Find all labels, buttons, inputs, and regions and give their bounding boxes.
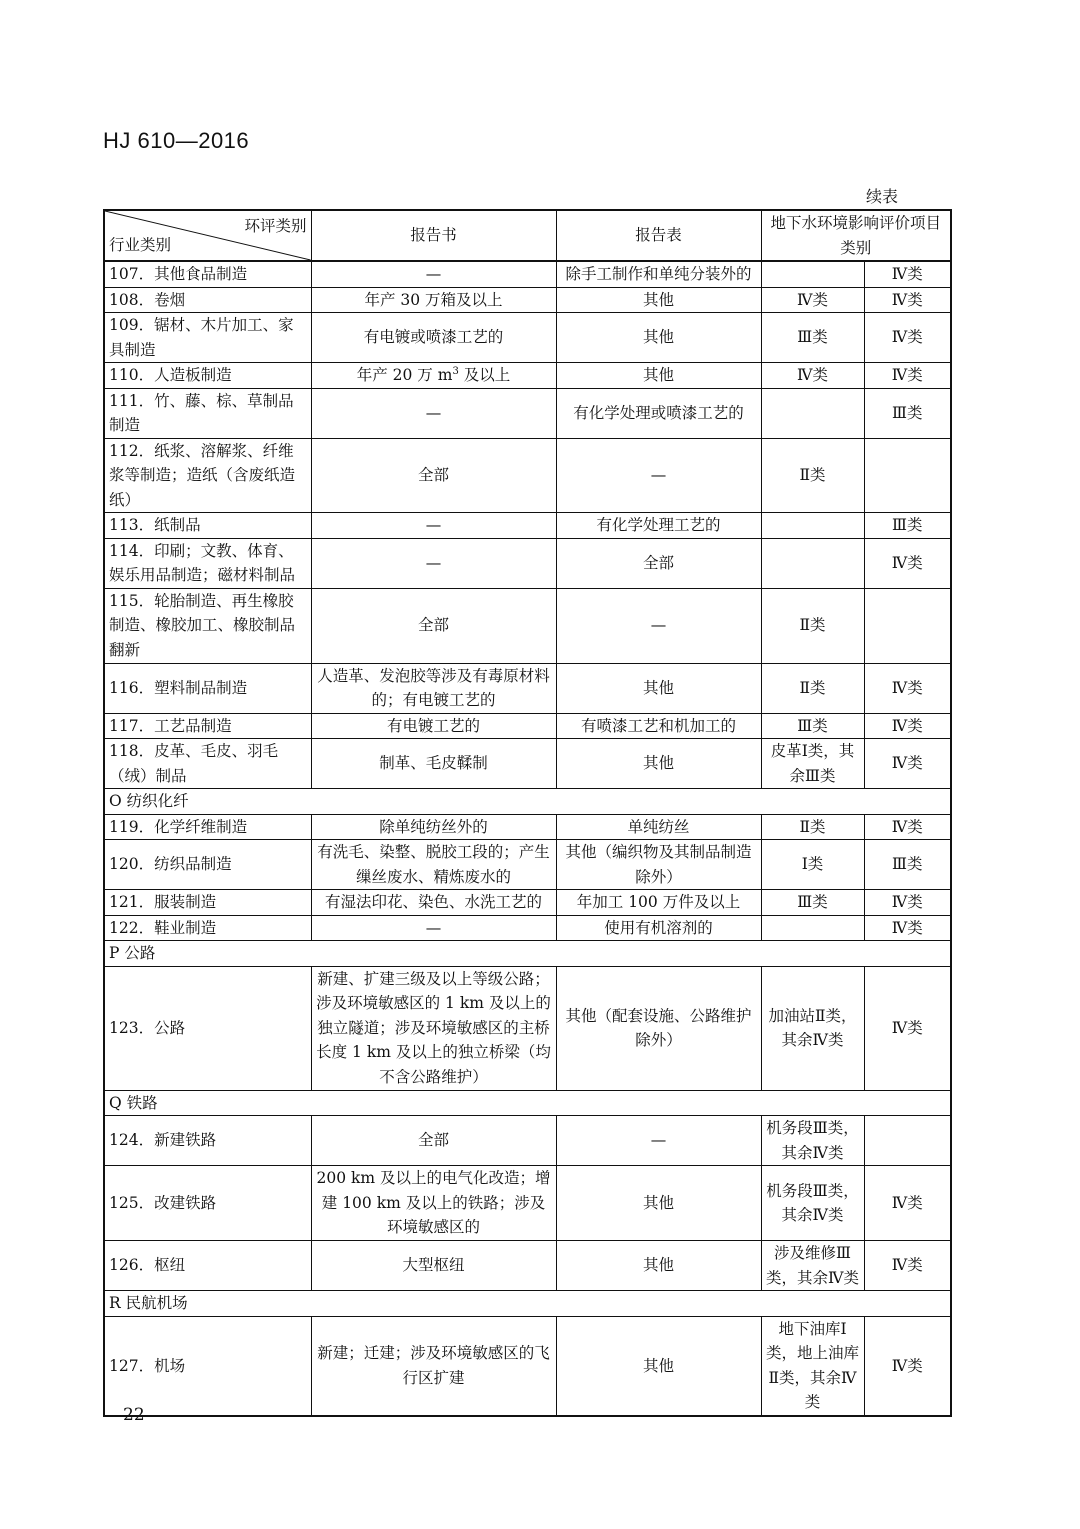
form-cell: — — [556, 1116, 761, 1166]
report-cell: 全部 — [311, 438, 556, 513]
table-row — [104, 890, 951, 916]
report-cell — [311, 363, 556, 389]
category-cell: Ⅳ类 — [864, 663, 951, 713]
category-cell: Ⅲ类 — [864, 840, 951, 890]
industry-name: 116．塑料制品制造 — [104, 663, 311, 713]
form-cell: 其他（配套设施、公路维护除外） — [556, 966, 761, 1090]
report-cell: 除单纯纺丝外的 — [311, 814, 556, 840]
category-cell: Ⅳ类 — [864, 1316, 951, 1416]
category-cell: Ⅳ类 — [864, 890, 951, 916]
category-cell: Ⅳ类 — [864, 261, 951, 287]
form-cell: 有喷漆工艺和机加工的 — [556, 713, 761, 739]
table-header-row — [104, 210, 951, 261]
category-cell: Ⅳ类 — [864, 313, 951, 363]
category-cell: Ⅲ类 — [864, 513, 951, 539]
continued-label: 续表 — [866, 187, 899, 206]
report-cell: — — [311, 513, 556, 539]
category-cell — [864, 438, 951, 513]
report-cell: 人造革、发泡胶等涉及有毒原材料的；有电镀工艺的 — [311, 663, 556, 713]
header-diagonal-cell — [104, 210, 311, 261]
report-cell: 全部 — [311, 588, 556, 663]
report-cell: 新建、扩建三级及以上等级公路；涉及环境敏感区的 1 km 及以上的独立隧道；涉及环境敏感区的主桥长度 1 km 及以上的独立桥梁（均不含公路维护） — [311, 966, 556, 1090]
industry-name: 114．印刷；文教、体育、娱乐用品制造；磁材料制品 — [104, 538, 311, 588]
industry-name: 117．工艺品制造 — [104, 713, 311, 739]
industry-name: 126．枢纽 — [104, 1241, 311, 1291]
industry-name: 121．服装制造 — [104, 890, 311, 916]
table-row — [104, 588, 951, 663]
category-cell: Ⅲ类 — [761, 713, 864, 739]
table-row — [104, 1116, 951, 1166]
table-row — [104, 1241, 951, 1291]
category-cell: 涉及维修Ⅲ类，其余Ⅳ类 — [761, 1241, 864, 1291]
form-cell: 其他 — [556, 663, 761, 713]
form-cell: 其他 — [556, 1316, 761, 1416]
table-row — [104, 739, 951, 789]
table-row — [104, 814, 951, 840]
industry-name: 111．竹、藤、棕、草制品制造 — [104, 388, 311, 438]
header-gw-category: 地下水环境影响评价项目类别 — [761, 210, 951, 261]
report-text-suffix: 及以上 — [458, 366, 511, 384]
category-cell: Ⅳ类 — [864, 966, 951, 1090]
table-row — [104, 363, 951, 389]
form-cell: 使用有机溶剂的 — [556, 915, 761, 941]
table-row — [104, 915, 951, 941]
industry-name: 124．新建铁路 — [104, 1116, 311, 1166]
category-cell: Ⅱ类 — [761, 814, 864, 840]
category-cell: 皮革Ⅰ类，其余Ⅲ类 — [761, 739, 864, 789]
section-row — [104, 789, 951, 815]
industry-name: 113．纸制品 — [104, 513, 311, 539]
category-cell: Ⅱ类 — [761, 663, 864, 713]
table-row — [104, 261, 951, 287]
report-cell: — — [311, 538, 556, 588]
industry-name: 125．改建铁路 — [104, 1166, 311, 1241]
category-cell — [761, 261, 864, 287]
superscript-exponent: 3 — [452, 365, 459, 377]
category-cell — [864, 588, 951, 663]
header-form: 报告表 — [556, 210, 761, 261]
category-cell: Ⅳ类 — [864, 287, 951, 313]
category-cell: Ⅳ类 — [864, 538, 951, 588]
form-cell: 其他（编织物及其制品制造除外） — [556, 840, 761, 890]
table-row — [104, 663, 951, 713]
report-cell: 有电镀或喷漆工艺的 — [311, 313, 556, 363]
table-row — [104, 840, 951, 890]
industry-name: 119．化学纤维制造 — [104, 814, 311, 840]
category-cell: 机务段Ⅲ类，其余Ⅳ类 — [761, 1166, 864, 1241]
table-row — [104, 287, 951, 313]
classification-table — [103, 209, 952, 1417]
section-row — [104, 1090, 951, 1116]
form-cell: 年加工 100 万件及以上 — [556, 890, 761, 916]
report-cell: 有洗毛、染整、脱胶工段的；产生缫丝废水、精炼废水的 — [311, 840, 556, 890]
page-number: 22 — [123, 1405, 145, 1425]
industry-name: 118．皮革、毛皮、羽毛（绒）制品 — [104, 739, 311, 789]
category-cell: Ⅳ类 — [864, 915, 951, 941]
table-row — [104, 1166, 951, 1241]
section-title: Q 铁路 — [104, 1090, 951, 1116]
form-cell: 全部 — [556, 538, 761, 588]
category-cell — [761, 388, 864, 438]
form-cell: 有化学处理工艺的 — [556, 513, 761, 539]
industry-name: 107．其他食品制造 — [104, 261, 311, 287]
form-cell: 其他 — [556, 363, 761, 389]
industry-name: 108．卷烟 — [104, 287, 311, 313]
category-cell: Ⅳ类 — [761, 363, 864, 389]
form-cell: 其他 — [556, 1166, 761, 1241]
category-cell: Ⅱ类 — [761, 588, 864, 663]
report-cell: — — [311, 915, 556, 941]
category-cell: Ⅲ类 — [864, 388, 951, 438]
industry-name: 123．公路 — [104, 966, 311, 1090]
industry-name: 109．锯材、木片加工、家具制造 — [104, 313, 311, 363]
section-title: R 民航机场 — [104, 1291, 951, 1317]
category-cell: Ⅰ类 — [761, 840, 864, 890]
category-cell: Ⅳ类 — [864, 814, 951, 840]
report-cell: 大型枢纽 — [311, 1241, 556, 1291]
section-row — [104, 1291, 951, 1317]
category-cell — [761, 915, 864, 941]
category-cell — [761, 513, 864, 539]
standard-code: HJ 610—2016 — [103, 128, 250, 153]
industry-name: 110．人造板制造 — [104, 363, 311, 389]
industry-name: 115．轮胎制造、再生橡胶制造、橡胶加工、橡胶制品翻新 — [104, 588, 311, 663]
section-title: O 纺织化纤 — [104, 789, 951, 815]
report-cell: 有湿法印花、染色、水洗工艺的 — [311, 890, 556, 916]
report-text-prefix: 年产 20 万 m — [356, 366, 453, 384]
industry-name: 127．机场 — [104, 1316, 311, 1416]
report-cell: 新建；迁建；涉及环境敏感区的飞行区扩建 — [311, 1316, 556, 1416]
category-cell: 机务段Ⅲ类，其余Ⅳ类 — [761, 1116, 864, 1166]
form-cell: — — [556, 438, 761, 513]
industry-name: 122．鞋业制造 — [104, 915, 311, 941]
category-cell: Ⅳ类 — [864, 1241, 951, 1291]
report-cell: 有电镀工艺的 — [311, 713, 556, 739]
industry-name: 112．纸浆、溶解浆、纤维浆等制造；造纸（含废纸造纸） — [104, 438, 311, 513]
header-report: 报告书 — [311, 210, 556, 261]
table-row — [104, 388, 951, 438]
industry-name: 120．纺织品制造 — [104, 840, 311, 890]
form-cell: 其他 — [556, 739, 761, 789]
form-cell: 除手工制作和单纯分装外的 — [556, 261, 761, 287]
report-cell: — — [311, 388, 556, 438]
header-industry-type: 行业类别 — [109, 235, 172, 254]
category-cell: Ⅳ类 — [864, 713, 951, 739]
category-cell: Ⅱ类 — [761, 438, 864, 513]
table-row — [104, 966, 951, 1090]
report-cell: 全部 — [311, 1116, 556, 1166]
category-cell: Ⅳ类 — [864, 1166, 951, 1241]
table-row — [104, 438, 951, 513]
table-row — [104, 513, 951, 539]
table-row — [104, 1316, 951, 1416]
category-cell: 加油站Ⅱ类，其余Ⅳ类 — [761, 966, 864, 1090]
report-cell: 200 km 及以上的电气化改造；增建 100 km 及以上的铁路；涉及环境敏感区的 — [311, 1166, 556, 1241]
form-cell: 其他 — [556, 1241, 761, 1291]
category-cell: 地下油库Ⅰ类，地上油库Ⅱ类，其余Ⅳ类 — [761, 1316, 864, 1416]
report-cell: 制革、毛皮鞣制 — [311, 739, 556, 789]
form-cell: — — [556, 588, 761, 663]
category-cell: Ⅳ类 — [761, 287, 864, 313]
form-cell: 其他 — [556, 313, 761, 363]
category-cell: Ⅳ类 — [864, 739, 951, 789]
category-cell — [864, 1116, 951, 1166]
table-row — [104, 713, 951, 739]
category-cell: Ⅲ类 — [761, 890, 864, 916]
form-cell: 有化学处理或喷漆工艺的 — [556, 388, 761, 438]
form-cell: 其他 — [556, 287, 761, 313]
category-cell — [761, 538, 864, 588]
category-cell: Ⅲ类 — [761, 313, 864, 363]
section-title: P 公路 — [104, 941, 951, 967]
category-cell: Ⅳ类 — [864, 363, 951, 389]
header-assessment-type: 环评类别 — [244, 217, 307, 235]
section-row — [104, 941, 951, 967]
table-row — [104, 538, 951, 588]
report-cell: 年产 30 万箱及以上 — [311, 287, 556, 313]
form-cell: 单纯纺丝 — [556, 814, 761, 840]
report-cell: — — [311, 261, 556, 287]
table-row — [104, 313, 951, 363]
